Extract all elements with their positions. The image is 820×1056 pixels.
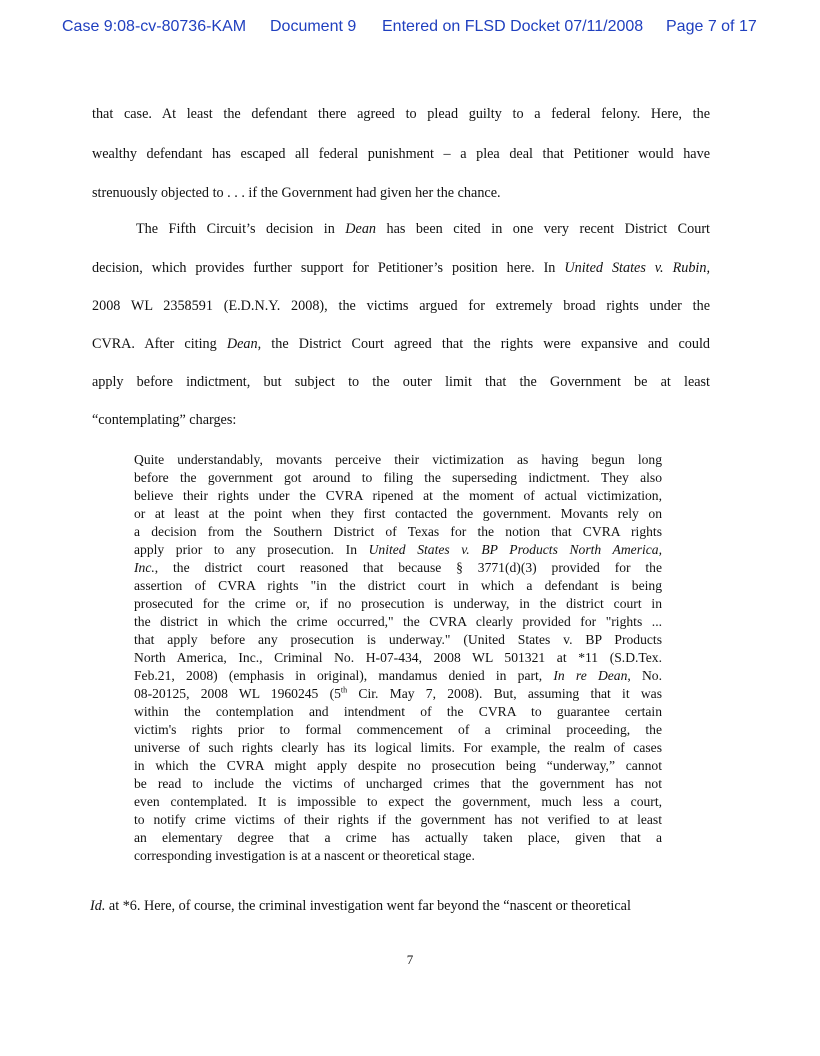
quote-line: within the contemplation and intendment of the CVRA to guarantee certain xyxy=(134,704,662,719)
docket-header xyxy=(0,18,820,38)
quote-line: be read to include the victims of uncharged crimes that the government has not xyxy=(134,776,662,791)
quote-line: corresponding investigation is at a nascent or theoretical stage. xyxy=(134,848,475,863)
quote-line: in which the CVRA might apply despite no prosecution being “underway,” cannot xyxy=(134,758,662,773)
case-number: Case 9:08-cv-80736-KAM xyxy=(62,18,247,35)
quote-line: even contemplated. It is impossible to expect the government, much less a court, xyxy=(134,794,662,809)
quote-line: Inc., the district court reasoned that because § 3771(d)(3) provided for the xyxy=(134,560,662,575)
body-line: wealthy defendant has escaped all federal punishment – a plea deal that Petitioner would have xyxy=(92,146,710,162)
quote-line: apply prior to any prosecution. In United States v. BP Products North America, xyxy=(134,542,662,557)
body-line-bottom: Id. at *6. Here, of course, the criminal investigation went far beyond the “nascent or theoretical xyxy=(90,898,631,914)
body-line: apply before indictment, but subject to the outer limit that the Government be at least xyxy=(92,374,710,390)
quote-line: prosecuted for the crime or, if no prosecution is underway, in the district court in xyxy=(134,596,662,611)
quote-line: an elementary degree that a crime has actually taken place, given that a xyxy=(134,830,662,845)
body-line: “contemplating” charges: xyxy=(92,412,237,428)
quote-line: assertion of CVRA rights "in the district court in which a defendant is being xyxy=(134,578,662,593)
quote-line: universe of such rights clearly has its logical limits. For example, the realm of cases xyxy=(134,740,662,755)
quote-line: a decision from the Southern District of Texas for the notion that CVRA rights xyxy=(134,524,662,539)
quote-line: believe their rights under the CVRA ripened at the moment of actual victimization, xyxy=(134,488,662,503)
body-line: The Fifth Circuit’s decision in Dean has been cited in one very recent District Court xyxy=(136,221,710,237)
body-line: CVRA. After citing Dean, the District Court agreed that the rights were expansive and could xyxy=(92,336,710,352)
quote-line: before the government got around to filing the superseding indictment. They also xyxy=(134,470,662,485)
body-line: that case. At least the defendant there agreed to plead guilty to a federal felony. Here, the xyxy=(92,106,710,122)
quote-line: or at least at the point when they first contacted the government. Movants rely on xyxy=(134,506,662,521)
quote-line: the district in which the crime occurred," the CVRA clearly provided for "rights ... xyxy=(134,614,662,629)
quote-line: Feb.21, 2008) (emphasis in original), mandamus denied in part, In re Dean, No. xyxy=(134,668,662,683)
body-line: decision, which provides further support for Petitioner’s position here. In United States v. Rubin, xyxy=(92,260,710,276)
body-line: 2008 WL 2358591 (E.D.N.Y. 2008), the victims argued for extremely broad rights under the xyxy=(92,298,710,314)
page-count: Page 7 of 17 xyxy=(666,18,757,35)
quote-line: that apply before any prosecution is underway." (United States v. BP Products xyxy=(134,632,662,647)
page-number: 7 xyxy=(406,952,414,967)
document-number: Document 9 xyxy=(270,18,357,35)
quote-line: North America, Inc., Criminal No. H-07-434, 2008 WL 501321 at *11 (S.D.Tex. xyxy=(134,650,662,665)
quote-line: to notify crime victims of their rights if the government has not verified to at least xyxy=(134,812,662,827)
quote-line: Quite understandably, movants perceive their victimization as having begun long xyxy=(134,452,662,467)
docket-entry: Entered on FLSD Docket 07/11/2008 xyxy=(382,18,644,35)
body-line: strenuously objected to . . . if the Government had given her the chance. xyxy=(92,185,501,201)
quote-line: 08-20125, 2008 WL 1960245 (5th Cir. May 7, 2008). But, assuming that it was xyxy=(134,685,662,701)
quote-line: victim's rights prior to formal commencement of a criminal proceeding, the xyxy=(134,722,662,737)
